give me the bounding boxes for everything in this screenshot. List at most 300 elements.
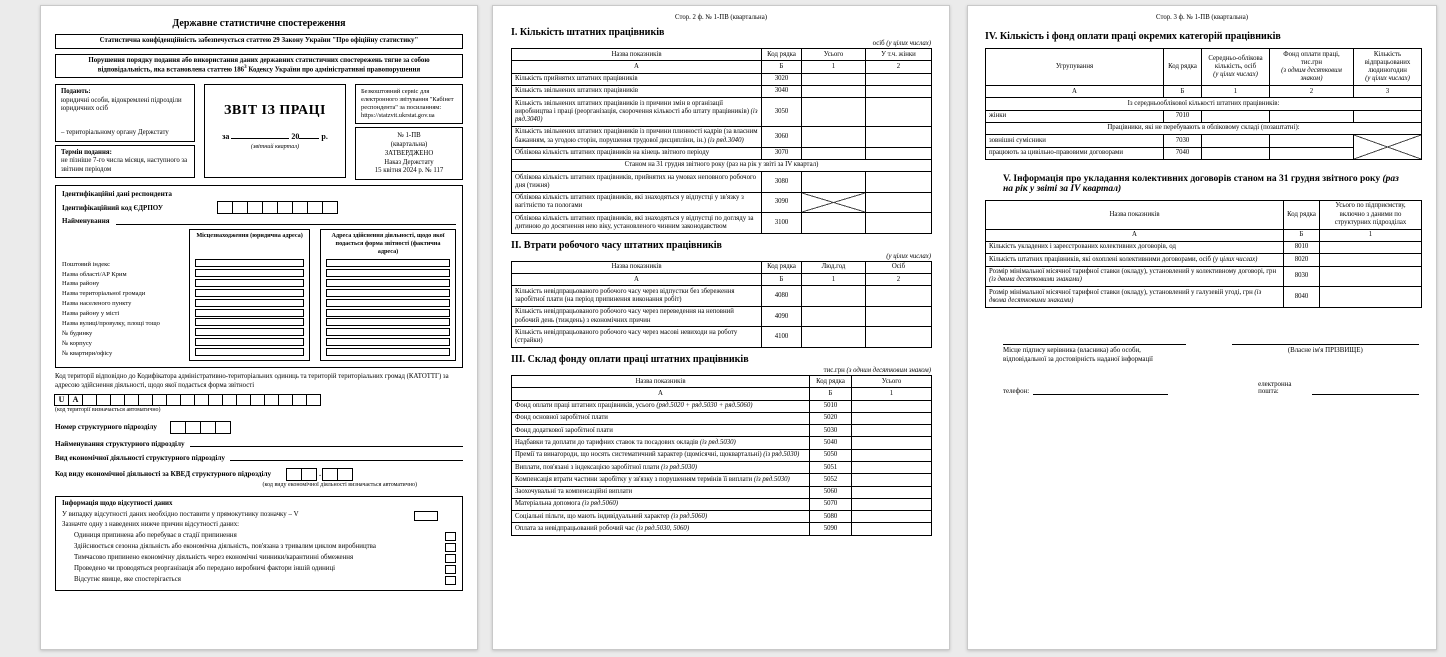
value-cell[interactable] bbox=[1320, 287, 1422, 308]
row-code: 5052 bbox=[810, 474, 852, 486]
section-span-row: Із середньооблікової кількості штатних працівників: bbox=[986, 98, 1422, 110]
col-header: Код рядка bbox=[762, 49, 802, 61]
actual-address-box bbox=[320, 229, 456, 361]
value-cell[interactable] bbox=[802, 286, 866, 307]
section4-table: Угрупування Код рядка Середньо-облікова кількість, осіб (у цілих числах) Фонд оплати праці, тис.грн (з одним десятковим знаком) Кількість відпрацьованих людиногодин (у цілих числах) А Б 1 2 3 Із середньооблікової кількості штатних працівників: жінки 7010 Працівники, які не перебувають в обліковому складі (позаштатні): зовнішні сумісники 7030 працюють за цивільно-правовими договорами 7040 bbox=[985, 48, 1422, 160]
reason-checkbox[interactable] bbox=[445, 532, 456, 541]
respondent-identification-box bbox=[55, 185, 463, 368]
address-label: Поштовий індекс bbox=[62, 260, 110, 268]
table-row bbox=[512, 449, 932, 461]
row-code: 5060 bbox=[810, 486, 852, 498]
edrpou-label: Ідентифікаційний код ЄДРПОУ bbox=[62, 203, 163, 212]
table-row bbox=[512, 327, 932, 348]
edrpou-cell[interactable] bbox=[307, 201, 323, 214]
col-header: Усього bbox=[802, 49, 866, 61]
struct-number-cell[interactable] bbox=[185, 421, 201, 434]
confidentiality-text: Статистична конфіденційність забезпечується статтею 29 Закону України "Про офіційну статистику" bbox=[99, 37, 419, 44]
value-cell[interactable] bbox=[852, 462, 932, 474]
value-cell[interactable] bbox=[802, 172, 866, 193]
reason-label: Одиниця припинена або перебуває в стадії припинення bbox=[74, 531, 237, 539]
katottg-cell[interactable] bbox=[152, 394, 167, 406]
col-header: Фонд оплати праці, тис.грн (з одним десятковим знаком) bbox=[1270, 49, 1354, 86]
value-cell[interactable] bbox=[852, 437, 932, 449]
period-blank[interactable] bbox=[231, 132, 289, 139]
row-code: 5030 bbox=[810, 425, 852, 437]
legal-address-input[interactable] bbox=[195, 318, 304, 326]
row-label: Розмір мінімальної місячної тарифної ставки (окладу), установлений у колективному договорі, грн (із двома десятковими знаками) bbox=[986, 266, 1284, 287]
kved-cells bbox=[323, 468, 353, 481]
reason-label: Здійснюється сезонна діяльність або економічна діяльність, пов'язана з тривалим циклом виробництва bbox=[74, 542, 376, 550]
value-cell[interactable] bbox=[852, 523, 932, 535]
katottg-cell[interactable] bbox=[222, 394, 237, 406]
col-header: Назва показників bbox=[986, 200, 1284, 229]
katottg-cell[interactable] bbox=[124, 394, 139, 406]
row-label: Розмір мінімальної місячної тарифної ставки (окладу), установлений у галузевій угоді, грн (із двома десятковими знаками) bbox=[986, 287, 1284, 308]
no-data-header: Інформація щодо відсутності даних bbox=[62, 499, 173, 507]
value-cell[interactable] bbox=[1320, 254, 1422, 266]
col-header: Код рядка bbox=[810, 376, 852, 388]
form-number: № 1-ПВ bbox=[397, 132, 421, 140]
value-cell[interactable] bbox=[802, 73, 866, 85]
value-cell[interactable] bbox=[852, 425, 932, 437]
value-cell[interactable] bbox=[866, 147, 932, 159]
table-row bbox=[986, 254, 1422, 266]
reason-checkbox[interactable] bbox=[445, 554, 456, 563]
row-code: 5010 bbox=[810, 400, 852, 412]
katottg-cell[interactable] bbox=[194, 394, 209, 406]
col-header: Назва показників bbox=[512, 49, 762, 61]
table-row bbox=[512, 486, 932, 498]
row-code: 5050 bbox=[810, 449, 852, 461]
kved-cell[interactable] bbox=[286, 468, 302, 481]
katottg-cell[interactable] bbox=[264, 394, 279, 406]
eservice-box bbox=[355, 84, 463, 124]
value-cell[interactable] bbox=[852, 400, 932, 412]
edrpou-cell[interactable] bbox=[322, 201, 338, 214]
confidentiality-notice bbox=[55, 34, 463, 49]
kved-note: (код виду економічної діяльності визначається автоматично) bbox=[262, 481, 417, 488]
table-row bbox=[512, 147, 932, 159]
eservice-url[interactable]: https://statzvit.ukrstat.gov.ua bbox=[361, 112, 435, 120]
row-label: Кількість штатних працівників, які охоплені колективними договорами, осіб (у цілих числах) bbox=[986, 254, 1284, 266]
actual-address-input[interactable] bbox=[326, 269, 450, 277]
edrpou-cell[interactable] bbox=[217, 201, 233, 214]
row-label: Компенсація втрати частини заробітку у зв'язку з порушенням термінів її виплати (із ряд.5030) bbox=[512, 474, 810, 486]
struct-activity-label: Вид економічної діяльності структурного підрозділу bbox=[55, 453, 225, 462]
struct-number-label: Номер структурного підрозділу bbox=[55, 423, 157, 432]
katottg-cell[interactable] bbox=[180, 394, 195, 406]
table-row bbox=[512, 474, 932, 486]
katottg-cell[interactable] bbox=[292, 394, 307, 406]
row-label: Кількість укладених і зареєстрованих колективних договорів, од bbox=[986, 241, 1284, 253]
value-cell[interactable] bbox=[866, 85, 932, 97]
actual-address-input[interactable] bbox=[326, 318, 450, 326]
address-label: № квартири/офісу bbox=[62, 349, 113, 357]
table-row bbox=[986, 241, 1422, 253]
value-cell[interactable] bbox=[802, 98, 866, 127]
signature-left-caption: Місце підпису керівника (власника) або особи, відповідальної за достовірність наданої інформації bbox=[1003, 344, 1186, 365]
value-cell[interactable] bbox=[802, 85, 866, 97]
report-period-line: за 20 р. bbox=[222, 131, 328, 141]
row-code: 4090 bbox=[762, 306, 802, 327]
katottg-prefix: A bbox=[68, 394, 83, 406]
katottg-cell[interactable] bbox=[278, 394, 293, 406]
struct-number-cell[interactable] bbox=[200, 421, 216, 434]
row-label: Кількість звільнених штатних працівників bbox=[512, 85, 762, 97]
row-label: Надбавки та доплати до тарифних ставок та посадових окладів (із ряд.5030) bbox=[512, 437, 810, 449]
legal-address-input[interactable] bbox=[195, 279, 304, 287]
value-cell[interactable] bbox=[802, 327, 866, 348]
value-cell[interactable] bbox=[802, 306, 866, 327]
table-row bbox=[986, 287, 1422, 308]
section1-table: Назва показників Код рядка Усього У т.ч. жінки А Б 1 2 Кількість прийнятих штатних працівників 3020 Кількість звільнених штатних працівників 3040 Кількість звільнених штатних працівників із причини змін в організації виробництва і праці (реорганізація, скорочення кількості або штату працівників) (із ряд.3040) 3050 Кількість звільнених штатних працівників із причини плинності кадрів (за власним бажанням, за угодою сторін, порушення трудової дисципліни, ін.) (із ряд.3040) 3060 Облікова кількість штатних працівників на кінець звітного періоду 3070 Станом на 31 грудня звітного року (раз на рік у звіті за IV квартал) Облікова кількість штатних працівників, прийнятих на умовах неповного робочого дня (тижня) 3080 Облікова кількість штатних працівників, які знаходяться у відпустці у зв'язку з вагітністю та пологами 3090 Облікова кількість штатних працівників, які знаходяться у відпустці по догляду за дитиною до досягнення нею віку, установленого чинним законодавством 3100 bbox=[511, 48, 932, 234]
struct-number-cells bbox=[171, 421, 231, 434]
row-label: зовнішні сумісники bbox=[986, 135, 1164, 147]
actual-address-input[interactable] bbox=[326, 289, 450, 297]
header-boxes bbox=[55, 84, 463, 178]
katottg-cells bbox=[55, 394, 463, 406]
section3-title: ІІІ. Склад фонду оплати праці штатних працівників bbox=[511, 354, 749, 366]
ident-header: Ідентифікаційні дані респондента bbox=[62, 190, 172, 199]
katottg-cell[interactable] bbox=[110, 394, 125, 406]
col-header: Люд.год bbox=[802, 261, 866, 273]
row-label: Заохочувальні та компенсаційні виплати bbox=[512, 486, 810, 498]
phone-blank[interactable] bbox=[1033, 388, 1168, 395]
table-row bbox=[512, 511, 932, 523]
row-label: Кількість невідпрацьованого робочого часу через переведення на неповний робочий день (тиждень) з економічних причин bbox=[512, 306, 762, 327]
table-row bbox=[986, 266, 1422, 287]
section-span-row: Станом на 31 грудня звітного року (раз на рік у звіті за IV квартал) bbox=[512, 159, 932, 171]
col-header: Назва показників bbox=[512, 261, 762, 273]
value-cell[interactable] bbox=[1270, 110, 1354, 122]
legal-address-box bbox=[189, 229, 310, 361]
legal-address-header: Місцезнаходження (юридична адреса) bbox=[196, 232, 303, 240]
form-page-3 bbox=[967, 5, 1437, 650]
form-page-1: Державне статистичне спостереження Статистична конфіденційність забезпечується статтею 29 Закону України "Про офіційну статистику" Порушення порядку подання або використання даних державних статистичних спостережень тягне за собою відповідальність, яка встановлена статтею $186^3$ Кодексу України про адміністративні правопорушення Подають: юридичні особи, відокремлені підрозділи юридичних осіб – територіальному органу Держстату Термін подання: не пізніше 7-го числа місяця, наступного за звітним періодом ЗВІТ ІЗ ПРАЦІ за 20 р. (звітний квартал) Безкоштовний сервіс для електронного звітування "Кабінет респондента" за посиланням: https://statzvit.ukrstat.gov.ua № 1-ПВ (квартальна) ЗАТВЕРДЖЕНО Наказ Держстату 15 квітня 2024 р. № 117 Ідентифікаційні дані респондента Ідентифікаційний код ЄДРПОУ Найменування Поштовий індекс Назва області/АР Крим Назва району Назва територіальної громади Назва населеного пункту Назва району у місті Назва вулиці/провулку, площі тощо № будинку № корпусу № квартири/офісу Місцезнаходження (юридична адреса) Адреса здійснення діяльності, щодо якої подається форма звітності (фактична адреса) Код території відповідно до Кодифікатора адміністративно-територіальних одиниць та територій територіальних громад (КАТОТТГ) за адресою здійснення діяльності, щодо якої подається форма звітності U A (код території визначається автоматично) Номер структурного підрозділу Найменування структурного підрозділу Вид економічної діяльності структурного підрозділу Код виду економічної діяльності за КВЕД структурного підрозділу . (код виду економічної діяльності визначається автоматично) Інформація щодо відсутності даних У випадку відсутності даних необхідно поставити у прямокутнику позначку – V Зазначте одну з наведених нижче причин відсутності даних: Одиниця припинена або перебуває в стадії припинення Здійснюється сезонна діяльність або економічна діяльність, пов'язана з тривалим циклом виробництва Тимчасово припинено економічну діяльність через економічні чинники/карантинні обмеження Проведено чи проводяться реорганізація або передано виробничі фактори іншій одиниці Відсутнє явище, яке спостерігається bbox=[40, 5, 478, 650]
row-code: 5040 bbox=[810, 437, 852, 449]
legal-address-input[interactable] bbox=[195, 299, 304, 307]
year-blank[interactable] bbox=[299, 132, 319, 139]
row-code: 3050 bbox=[762, 98, 802, 127]
value-cell[interactable] bbox=[866, 306, 932, 327]
legal-address-input[interactable] bbox=[195, 348, 304, 356]
actual-address-input[interactable] bbox=[326, 259, 450, 267]
row-code: 7030 bbox=[1164, 135, 1202, 147]
value-cell[interactable] bbox=[802, 213, 866, 234]
value-cell[interactable] bbox=[802, 126, 866, 147]
kved-cell[interactable] bbox=[337, 468, 353, 481]
col-header: Угрупування bbox=[986, 49, 1164, 86]
section5-title: V. Інформація про укладання колективних договорів станом на 31 грудня звітного року (раз на рік у звіті за IV квартал) bbox=[1003, 173, 1399, 194]
value-cell[interactable] bbox=[1270, 135, 1354, 147]
reason-checkbox[interactable] bbox=[445, 543, 456, 552]
value-cell[interactable] bbox=[866, 172, 932, 193]
katottg-cell[interactable] bbox=[236, 394, 251, 406]
report-title: ЗВІТ ІЗ ПРАЦІ bbox=[224, 103, 326, 119]
reason-label: Відсутнє явище, яке спостерігається bbox=[74, 575, 181, 583]
address-label: Назва області/АР Крим bbox=[62, 270, 127, 278]
value-cell[interactable] bbox=[852, 511, 932, 523]
col-header: Код рядка bbox=[1164, 49, 1202, 86]
crossed-out-cell bbox=[1354, 135, 1422, 160]
row-label: Кількість невідпрацьованого робочого часу через масові невиходи на роботу (страйки) bbox=[512, 327, 762, 348]
table-row bbox=[512, 172, 932, 193]
katottg-text: Код території відповідно до Кодифікатора адміністративно-територіальних одиниць та територій територіальних громад (КАТОТТГ) за адресою здійснення діяльності, щодо якої подається форма звітності bbox=[55, 373, 449, 389]
no-data-checkbox[interactable] bbox=[414, 511, 438, 521]
table-row bbox=[512, 523, 932, 535]
page2-header: Стор. 2 ф. № 1-ПВ (квартальна) bbox=[675, 14, 767, 21]
reason-checkbox[interactable] bbox=[445, 565, 456, 574]
row-code: 8020 bbox=[1284, 254, 1320, 266]
col-header: Код рядка bbox=[762, 261, 802, 273]
address-label: № корпусу bbox=[62, 339, 92, 347]
row-code: 3080 bbox=[762, 172, 802, 193]
katottg-cell[interactable] bbox=[208, 394, 223, 406]
katottg-cell[interactable] bbox=[96, 394, 111, 406]
row-label: Фонд оплати праці штатних працівників, усього (ряд.5020 + ряд.5030 + ряд.5060) bbox=[512, 400, 810, 412]
address-label: Назва району bbox=[62, 280, 100, 288]
section2-title: ІІ. Втрати робочого часу штатних працівників bbox=[511, 239, 722, 251]
row-code: 5051 bbox=[810, 462, 852, 474]
table-row bbox=[512, 425, 932, 437]
row-label: Облікова кількість штатних працівників, які знаходяться у відпустці у зв'язку з вагітністю та пологами bbox=[512, 192, 762, 213]
edrpou-cells bbox=[218, 201, 338, 214]
row-label: Облікова кількість штатних працівників, прийнятих на умовах неповного робочого дня (тижня) bbox=[512, 172, 762, 193]
email-label: електронна пошта: bbox=[1258, 380, 1292, 395]
section1-title: І. Кількість штатних працівників bbox=[511, 27, 665, 38]
table-row bbox=[512, 412, 932, 424]
value-cell[interactable] bbox=[866, 286, 932, 307]
name-blank[interactable] bbox=[116, 218, 456, 225]
document-title: Державне статистичне спостереження bbox=[172, 18, 346, 29]
table-row bbox=[512, 286, 932, 307]
value-cell[interactable] bbox=[1320, 266, 1422, 287]
row-code: 5070 bbox=[810, 498, 852, 510]
table-row bbox=[512, 462, 932, 474]
struct-name-label: Найменування структурного підрозділу bbox=[55, 439, 185, 448]
reason-checkbox[interactable] bbox=[445, 576, 456, 585]
approval-box: № 1-ПВ (квартальна) ЗАТВЕРДЖЕНО Наказ Держстату 15 квітня 2024 р. № 117 bbox=[355, 127, 463, 180]
row-label: жінки bbox=[986, 110, 1164, 122]
address-label: Назва вулиці/провулку, площі тощо bbox=[62, 319, 160, 327]
col-header: У т.ч. жінки bbox=[866, 49, 932, 61]
katottg-cell[interactable] bbox=[250, 394, 265, 406]
value-cell[interactable] bbox=[802, 147, 866, 159]
struct-activity-blank[interactable] bbox=[230, 454, 463, 461]
table-row bbox=[512, 73, 932, 85]
name-label: Найменування bbox=[62, 217, 110, 226]
value-cell[interactable] bbox=[852, 474, 932, 486]
legal-address-input[interactable] bbox=[195, 259, 304, 267]
row-label: Облікова кількість штатних працівників, які знаходяться у відпустці по догляду за дитиною до досягнення нею віку, установленого чинним законодавством bbox=[512, 213, 762, 234]
signature-area bbox=[985, 344, 1419, 365]
row-label: Фонд основної заробітної плати bbox=[512, 412, 810, 424]
deadline-label: Термін подання: bbox=[61, 148, 112, 156]
row-code: 4100 bbox=[762, 327, 802, 348]
struct-name-blank[interactable] bbox=[190, 440, 463, 447]
katottg-cell[interactable] bbox=[138, 394, 153, 406]
submit-who: юридичні особи, відокремлені підрозділи юридичних осіб bbox=[61, 96, 182, 113]
value-cell[interactable] bbox=[1320, 241, 1422, 253]
row-label: Кількість звільнених штатних працівників із причини змін в організації виробництва і праці (реорганізація, скорочення кількості або штату працівників) (із ряд.3040) bbox=[512, 98, 762, 127]
value-cell[interactable] bbox=[1202, 147, 1270, 159]
submit-label: Подають: bbox=[61, 88, 91, 96]
legal-address-input[interactable] bbox=[195, 289, 304, 297]
actual-address-input[interactable] bbox=[326, 328, 450, 336]
col-header: Середньо-облікова кількість, осіб (у цілих числах) bbox=[1202, 49, 1270, 86]
row-label: Оплата за невідпрацьований робочий час (із ряд.5030, 5060) bbox=[512, 523, 810, 535]
eservice-text: Безкоштовний сервіс для електронного звітування "Кабінет респондента" за посиланням: bbox=[361, 88, 454, 112]
row-code: 3090 bbox=[762, 192, 802, 213]
row-label: Виплати, пов'язані з індексацією заробітної плати (із ряд.5030) bbox=[512, 462, 810, 474]
value-cell[interactable] bbox=[852, 449, 932, 461]
struct-number-cell[interactable] bbox=[215, 421, 231, 434]
report-title-box bbox=[204, 84, 346, 178]
edrpou-cell[interactable] bbox=[232, 201, 248, 214]
table-row bbox=[512, 400, 932, 412]
katottg-note: (код території визначається автоматично) bbox=[55, 406, 161, 413]
row-label: Кількість звільнених штатних працівників із причини плинності кадрів (за власним бажанням, за угодою сторін, порушення трудової дисципліни, ін.) (із ряд.3040) bbox=[512, 126, 762, 147]
katottg-prefix: U bbox=[54, 394, 69, 406]
kved-cell[interactable] bbox=[301, 468, 317, 481]
value-cell[interactable] bbox=[852, 498, 932, 510]
submit-to: – територіальному органу Держстату bbox=[61, 129, 169, 137]
value-cell[interactable] bbox=[1354, 110, 1422, 122]
actual-address-input[interactable] bbox=[326, 338, 450, 346]
row-label: Кількість прийнятих штатних працівників bbox=[512, 73, 762, 85]
row-code: 7040 bbox=[1164, 147, 1202, 159]
row-code: 8030 bbox=[1284, 266, 1320, 287]
table-row bbox=[512, 85, 932, 97]
submitters-box bbox=[55, 84, 195, 142]
row-code: 4080 bbox=[762, 286, 802, 307]
email-blank[interactable] bbox=[1312, 388, 1419, 395]
katottg-cell[interactable] bbox=[166, 394, 181, 406]
actual-address-input[interactable] bbox=[326, 348, 450, 356]
legal-address-input[interactable] bbox=[195, 309, 304, 317]
row-label: Кількість невідпрацьованого робочого часу через відпустки без збереження заробітної плати (на період припинення виконання робіт) bbox=[512, 286, 762, 307]
table-row bbox=[512, 192, 932, 213]
section5-table: Назва показників Код рядка Усього по підприємству, включно з даними по структурних підрозділах А Б 1 Кількість укладених і зареєстрованих колективних договорів, од 8010 Кількість штатних працівників, які охоплені колективними договорами, осіб (у цілих числах) 8020 Розмір мінімальної місячної тарифної ставки (окладу), установлений у колективному договорі, грн (із двома десятковими знаками) 8030 Розмір мінімальної місячної тарифної ставки (окладу), установлений у галузевій угоді, грн (із двома десятковими знаками) 8040 bbox=[985, 200, 1422, 308]
row-label: працюють за цивільно-правовими договорами bbox=[986, 147, 1164, 159]
signature-right-caption: (Власне ім'я ПРІЗВИЩЕ) bbox=[1232, 344, 1419, 356]
edrpou-cell[interactable] bbox=[247, 201, 263, 214]
page3-header: Стор. 3 ф. № 1-ПВ (квартальна) bbox=[1156, 14, 1248, 21]
legal-address-input[interactable] bbox=[195, 328, 304, 336]
actual-address-header: Адреса здійснення діяльності, щодо якої подається форма звітності (фактична адреса) bbox=[331, 232, 445, 256]
crossed-out-cell bbox=[802, 192, 866, 213]
actual-address-input[interactable] bbox=[326, 299, 450, 307]
address-label: № будинку bbox=[62, 329, 93, 337]
legal-address-input[interactable] bbox=[195, 269, 304, 277]
struct-kved-label: Код виду економічної діяльності за КВЕД структурного підрозділу bbox=[55, 470, 272, 479]
edrpou-cell[interactable] bbox=[262, 201, 278, 214]
row-code: 3020 bbox=[762, 73, 802, 85]
row-code: 3060 bbox=[762, 126, 802, 147]
address-section bbox=[62, 229, 456, 361]
kved-cells bbox=[287, 468, 317, 481]
value-cell[interactable] bbox=[1202, 110, 1270, 122]
row-label: Матеріальна допомога (із ряд.5060) bbox=[512, 498, 810, 510]
row-code: 5080 bbox=[810, 511, 852, 523]
address-label: Назва територіальної громади bbox=[62, 290, 146, 298]
address-label: Назва населеного пункту bbox=[62, 300, 132, 308]
reason-label: Тимчасово припинено економічну діяльність через економічні чинники/карантинні обмеження bbox=[74, 553, 354, 561]
value-cell[interactable] bbox=[866, 73, 932, 85]
phone-label: телефон: bbox=[1003, 387, 1030, 395]
violation-notice: Порушення порядку подання або використання даних державних статистичних спостережень тягне за собою відповідальність, яка встановлена статтею $186^3$ Кодексу України про адміністративні правопорушення bbox=[55, 54, 463, 79]
value-cell[interactable] bbox=[1202, 135, 1270, 147]
section4-title: IV. Кількість і фонд оплати праці окремих категорій працівників bbox=[985, 31, 1281, 42]
deadline-box bbox=[55, 145, 195, 178]
row-code: 5090 bbox=[810, 523, 852, 535]
col-header: Кількість відпрацьованих людиногодин (у цілих числах) bbox=[1354, 49, 1422, 86]
col-header: Усього по підприємству, включно з даними по структурних підрозділах bbox=[1320, 200, 1422, 229]
value-cell[interactable] bbox=[866, 126, 932, 147]
table-row bbox=[986, 135, 1422, 147]
row-code: 3040 bbox=[762, 85, 802, 97]
row-code: 3070 bbox=[762, 147, 802, 159]
row-code: 5020 bbox=[810, 412, 852, 424]
row-label: Фонд додаткової заробітної плати bbox=[512, 425, 810, 437]
row-label: Облікова кількість штатних працівників на кінець звітного періоду bbox=[512, 147, 762, 159]
form-page-2: Стор. 2 ф. № 1-ПВ (квартальна) І. Кількість штатних працівників осіб (у цілих числах) Назва показників Код рядка Усього У т.ч. жінки А Б 1 2 Кількість прийнятих штатних працівників 3020 Кількість звільнених штатних працівників 3040 Кількість звільнених штатних працівників із причини змін в організації виробництва і праці (реорганізація, скорочення кількості або штату працівників) (із ряд.3040) 3050 Кількість звільнених штатних працівників із причини плинності кадрів (за власним бажанням, за угодою сторін, порушення трудової дисципліни, ін.) (із ряд.3040) 3060 Облікова кількість штатних працівників на кінець звітного періоду 3070 Станом на 31 грудня звітного року (раз на рік у звіті за IV квартал) Облікова кількість штатних працівників, прийнятих на умовах неповного робочого дня (тижня) 3080 Облікова кількість штатних працівників, які знаходяться у відпустці у зв'язку з вагітністю та пологами 3090 Облікова кількість штатних працівників, які знаходяться у відпустці по догляду за дитиною до досягнення нею віку, установленого чинним законодавством 3100 ІІ. Втрати робочого часу штатних працівників (у цілих числах) Назва показників Код рядка Люд.год Осіб А Б 1 2 Кількість невідпрацьованого робочого часу через відпустки без збереження заробітної плати (на період припинення виконання робіт) 4080 Кількість невідпрацьованого робочого часу через переведення на неповний робочий день (тиждень) з економічних причин 4090 Кількість невідпрацьованого робочого часу через масові невиходи на роботу (страйки) 4100 ІІІ. Склад фонду оплати праці штатних працівників тис.грн (з одним десятковим знаком) Назва показників Код рядка Усього А Б 1 Фонд оплати праці штатних працівників, усього (ряд.5020 + ряд.5030 + ряд.5060) 5010 Фонд основної заробітної плати 5020 Фонд додаткової заробітної плати 5030 Надбавки та доплати до тарифних ставок та посадових окладів (із ряд.5030) 5040 Премії та винагороди, що носять систематичний характер (щомісячні, щоквартальні) (із ряд.5030) 5050 Виплати, пов'язані з індексацією заробітної плати (із ряд.5030) 5051 Компенсація втрати частини заробітку у зв'язку з порушенням термінів її виплати (із ряд.5030) 5052 Заохочувальні та компенсаційні виплати 5060 Матеріальна допомога (із ряд.5060) 5070 Соціальні пільги, що мають індивідуальний характер (із ряд.5060) 5080 Оплата за невідпрацьований робочий час (із ряд.5030, 5060) 5090 bbox=[492, 5, 950, 650]
no-data-instruction: У випадку відсутності даних необхідно поставити у прямокутнику позначку – V bbox=[62, 511, 299, 519]
actual-address-input[interactable] bbox=[326, 309, 450, 317]
deadline-text: не пізніше 7-го числа місяця, наступного за звітним періодом bbox=[61, 157, 188, 173]
period-note: (звітний квартал) bbox=[250, 142, 300, 150]
katottg-cell[interactable] bbox=[82, 394, 97, 406]
legal-address-input[interactable] bbox=[195, 338, 304, 346]
no-data-select-label: Зазначте одну з наведених нижче причин відсутності даних: bbox=[62, 520, 240, 528]
row-code: 3100 bbox=[762, 213, 802, 234]
value-cell[interactable] bbox=[866, 327, 932, 348]
value-cell[interactable] bbox=[852, 412, 932, 424]
katottg-cell[interactable] bbox=[306, 394, 321, 406]
section3-table: Назва показників Код рядка Усього А Б 1 Фонд оплати праці штатних працівників, усього (ряд.5020 + ряд.5030 + ряд.5060) 5010 Фонд основної заробітної плати 5020 Фонд додаткової заробітної плати 5030 Надбавки та доплати до тарифних ставок та посадових окладів (із ряд.5030) 5040 Премії та винагороди, що носять систематичний характер (щомісячні, щоквартальні) (із ряд.5030) 5050 Виплати, пов'язані з індексацією заробітної плати (із ряд.5030) 5051 Компенсація втрати частини заробітку у зв'язку з порушенням термінів її виплати (із ряд.5030) 5052 Заохочувальні та компенсаційні виплати 5060 Матеріальна допомога (із ряд.5060) 5070 Соціальні пільги, що мають індивідуальний характер (із ряд.5060) 5080 Оплата за невідпрацьований робочий час (із ряд.5030, 5060) 5090 bbox=[511, 375, 932, 536]
value-cell[interactable] bbox=[866, 213, 932, 234]
row-label: Премії та винагороди, що носять систематичний характер (щомісячні, щоквартальні) (із ряд.5030) bbox=[512, 449, 810, 461]
edrpou-cell[interactable] bbox=[292, 201, 308, 214]
reason-label: Проведено чи проводяться реорганізація або передано виробничі фактори іншій одиниці bbox=[74, 564, 336, 572]
value-cell[interactable] bbox=[866, 98, 932, 127]
value-cell[interactable] bbox=[1270, 147, 1354, 159]
col-header: Осіб bbox=[866, 261, 932, 273]
col-header: Усього bbox=[852, 376, 932, 388]
actual-address-input[interactable] bbox=[326, 279, 450, 287]
col-header: Код рядка bbox=[1284, 200, 1320, 229]
row-code: 7010 bbox=[1164, 110, 1202, 122]
row-label: Соціальні пільги, що мають індивідуальний характер (із ряд.5060) bbox=[512, 511, 810, 523]
table-row bbox=[512, 126, 932, 147]
kved-cell[interactable] bbox=[322, 468, 338, 481]
table-row bbox=[512, 437, 932, 449]
table-row bbox=[986, 110, 1422, 122]
table-row bbox=[512, 98, 932, 127]
value-cell[interactable] bbox=[852, 486, 932, 498]
table-row bbox=[512, 306, 932, 327]
edrpou-cell[interactable] bbox=[277, 201, 293, 214]
struct-number-cell[interactable] bbox=[170, 421, 186, 434]
table-row bbox=[512, 498, 932, 510]
row-code: 8010 bbox=[1284, 241, 1320, 253]
no-data-box bbox=[55, 496, 463, 591]
row-code: 8040 bbox=[1284, 287, 1320, 308]
address-label: Назва району у місті bbox=[62, 310, 120, 318]
section-span-row: Працівники, які не перебувають в обліковому складі (позаштатні): bbox=[986, 122, 1422, 134]
value-cell[interactable] bbox=[866, 192, 932, 213]
section2-table: Назва показників Код рядка Люд.год Осіб А Б 1 2 Кількість невідпрацьованого робочого часу через відпустки без збереження заробітної плати (на період припинення виконання робіт) 4080 Кількість невідпрацьованого робочого часу через переведення на неповний робочий день (тиждень) з економічних причин 4090 Кількість невідпрацьованого робочого часу через масові невиходи на роботу (страйки) 4100 bbox=[511, 261, 932, 348]
